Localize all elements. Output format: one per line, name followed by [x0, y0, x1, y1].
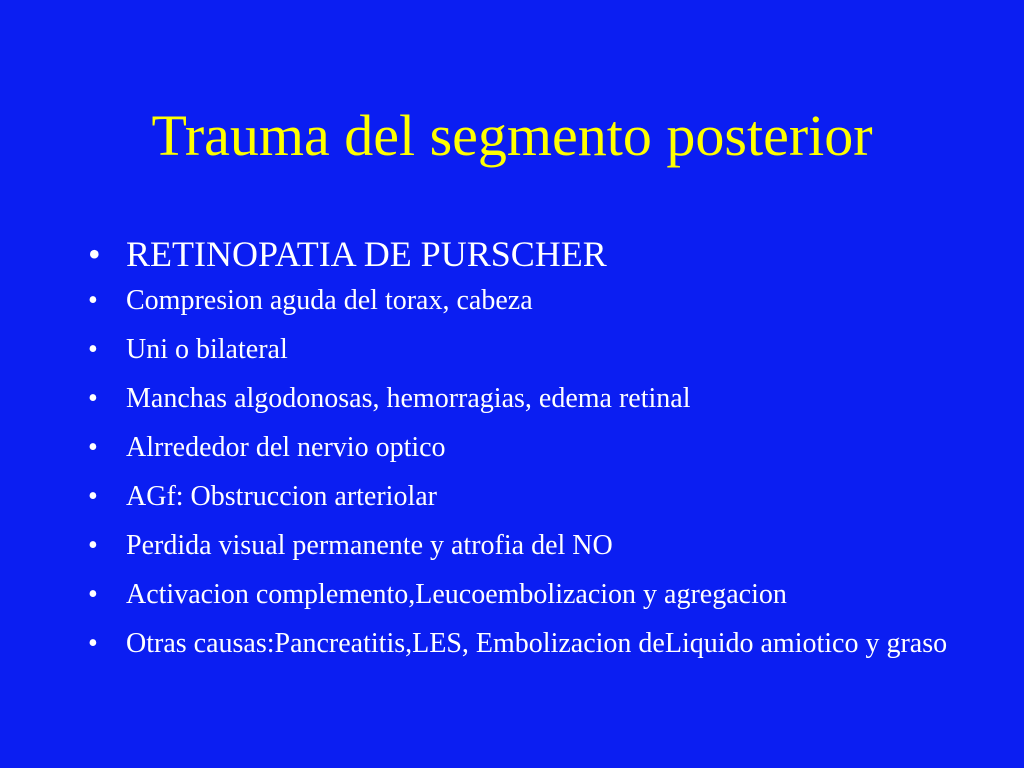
bullet-marker: •: [88, 334, 98, 365]
bullet-marker: •: [88, 285, 98, 316]
bullet-text: Alrrededor del nervio optico: [126, 432, 446, 463]
bullet-marker: •: [88, 383, 98, 414]
bullet-marker: •: [88, 530, 98, 561]
bullet-text: Perdida visual permanente y atrofia del NO: [126, 530, 613, 561]
bullet-item: [88, 578, 988, 611]
bullet-text: Manchas algodonosas, hemorragias, edema retinal: [126, 383, 691, 414]
bullet-item: [88, 480, 988, 513]
bullet-item: [88, 529, 988, 562]
slide-title: Trauma del segmento posterior: [151, 103, 873, 168]
bullet-marker: •: [88, 481, 98, 512]
bullet-item: [88, 382, 988, 415]
bullet-text: RETINOPATIA DE PURSCHER: [126, 234, 607, 274]
bullet-text: Compresion aguda del torax, cabeza: [126, 285, 533, 316]
bullet-text: Uni o bilateral: [126, 334, 288, 365]
bullet-item: [88, 627, 988, 660]
bullet-text: AGf: Obstruccion arteriolar: [126, 481, 437, 512]
bullet-item: [88, 431, 988, 464]
bullet-marker: •: [88, 579, 98, 610]
bullet-item: [88, 333, 988, 366]
bullet-marker: •: [88, 234, 101, 274]
bullet-item: [88, 232, 988, 276]
bullet-list: [88, 232, 988, 676]
bullet-item: [88, 284, 988, 317]
bullet-marker: •: [88, 432, 98, 463]
bullet-text: Otras causas:Pancreatitis,LES, Embolizacion deLiquido amiotico y graso: [126, 628, 948, 659]
bullet-text: Activacion complemento,Leucoembolizacion y agregacion: [126, 579, 787, 610]
bullet-marker: •: [88, 628, 98, 659]
